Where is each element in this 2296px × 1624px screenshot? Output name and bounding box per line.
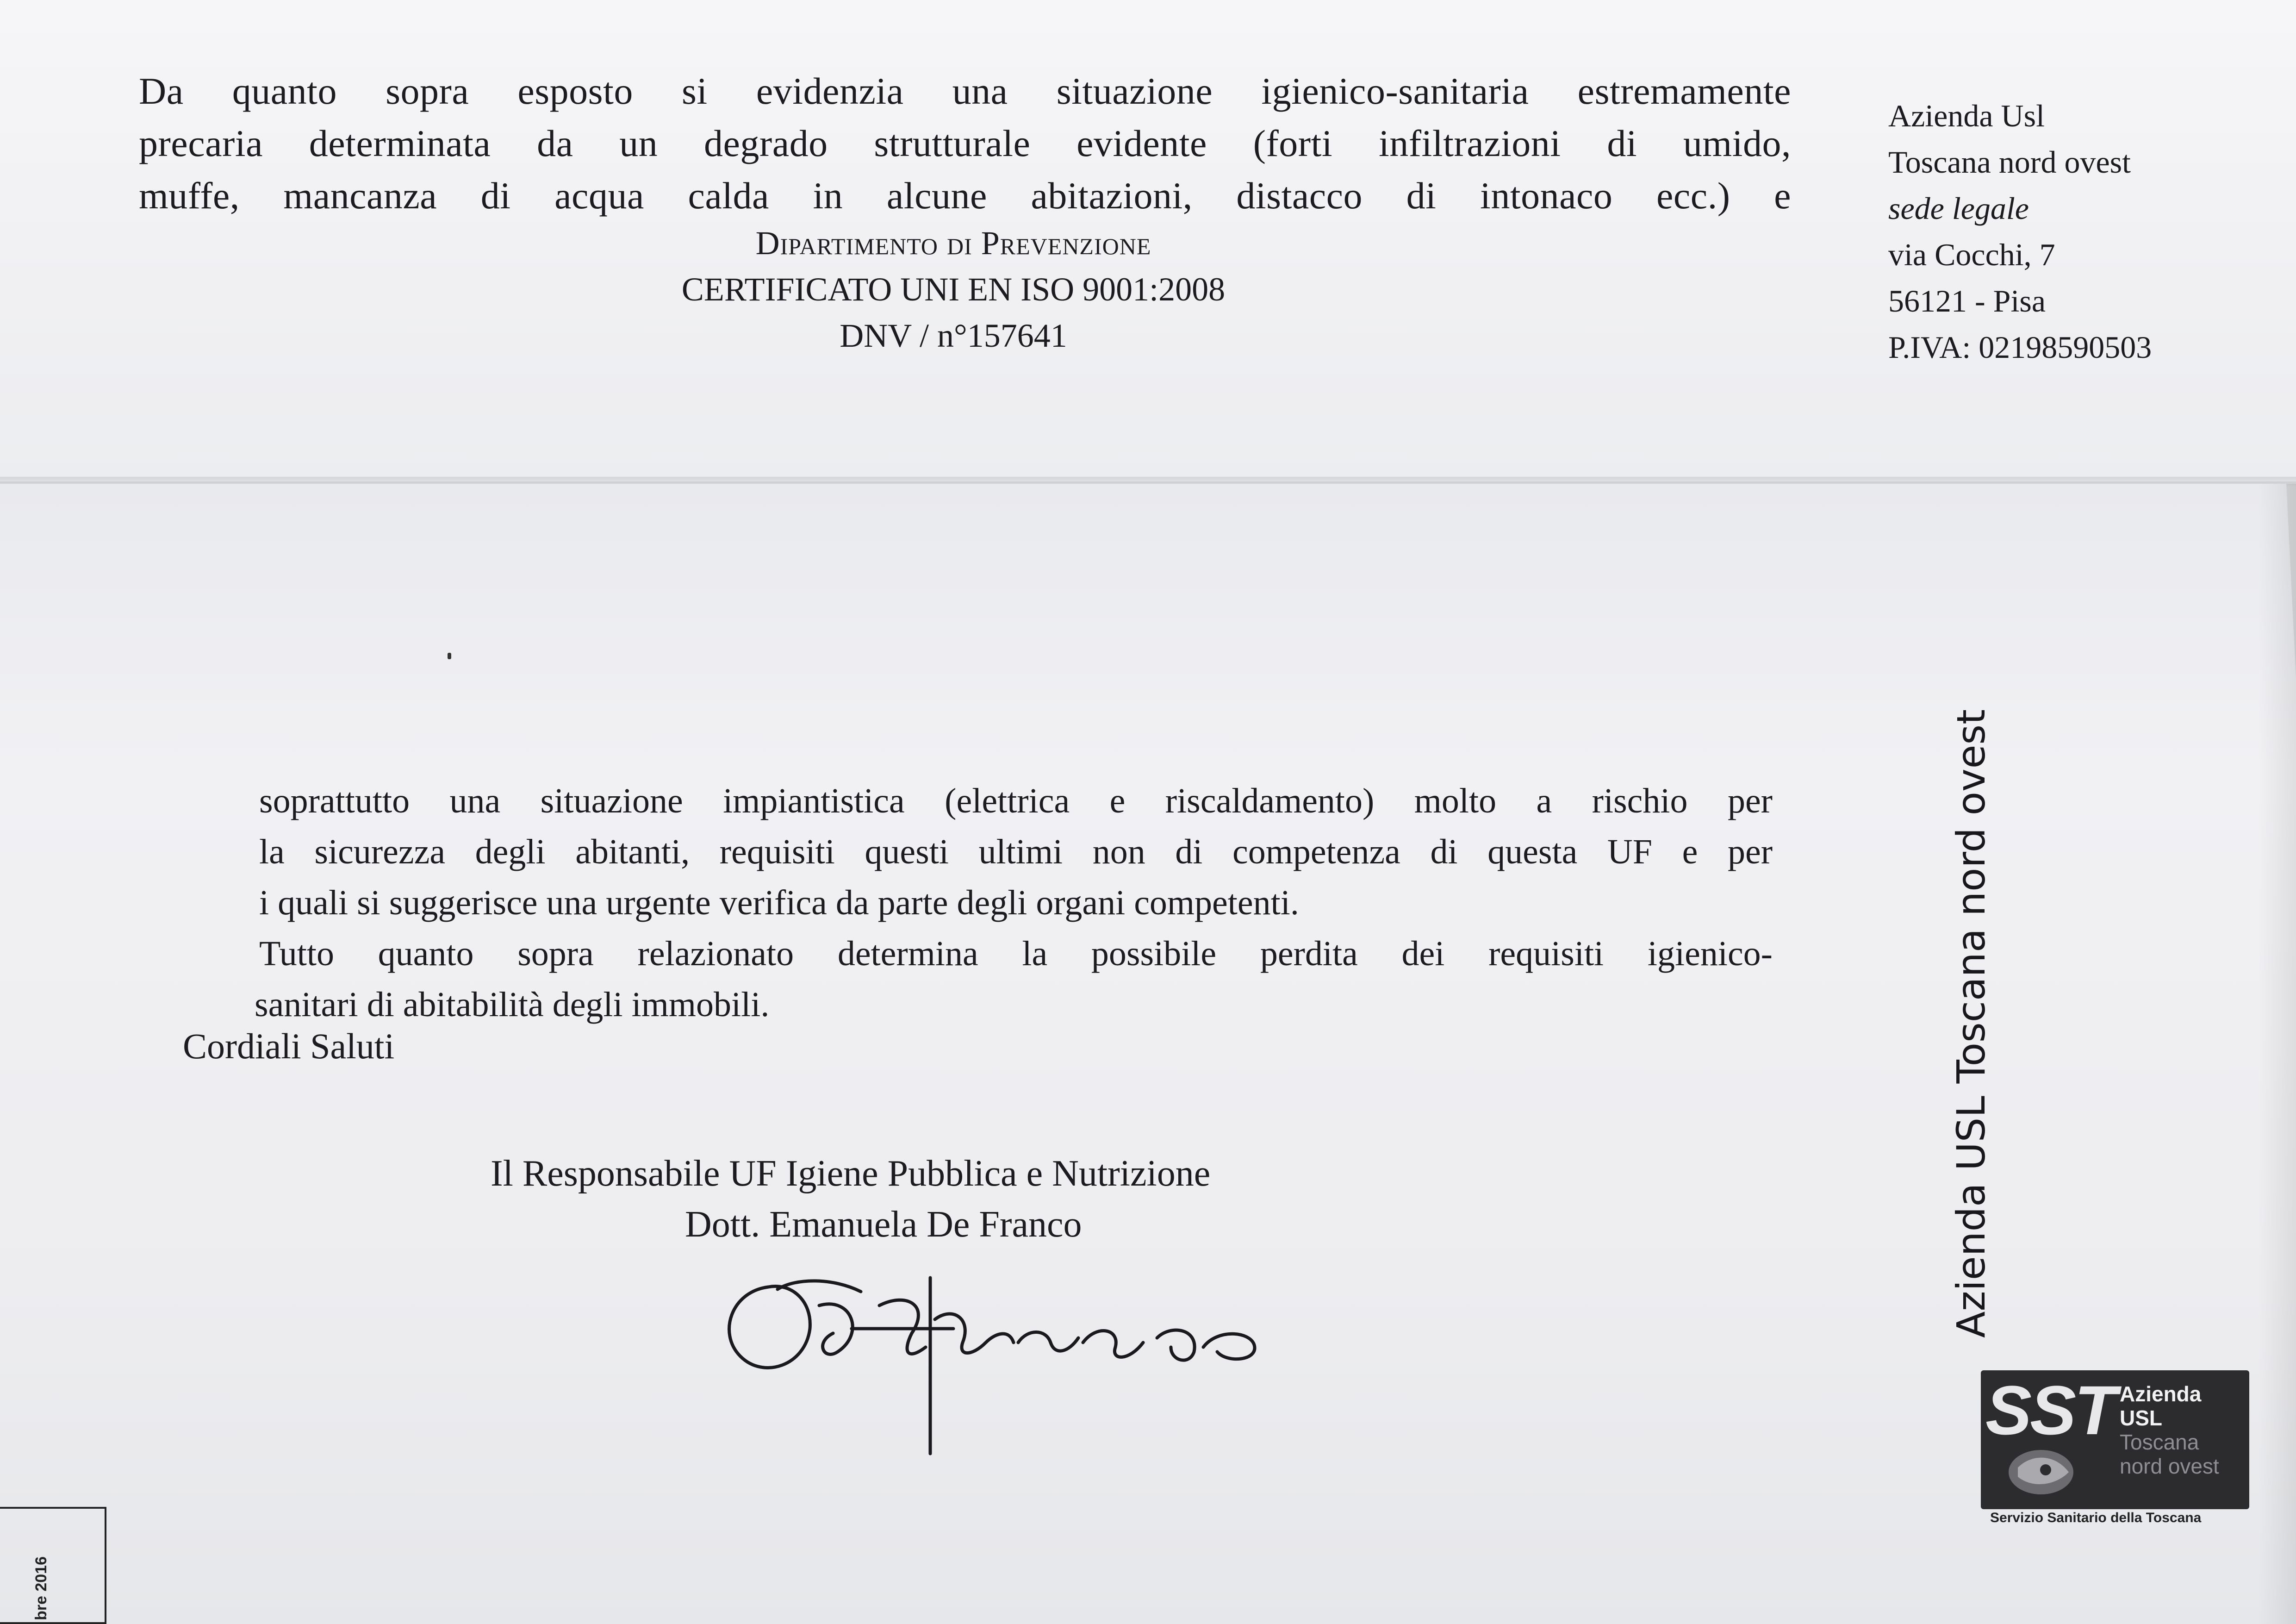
azienda-name-line1: Azienda Usl xyxy=(1888,98,2045,133)
body-line: i quali si suggerisce una urgente verifica da parte degli organi competenti. xyxy=(259,883,1299,922)
paper-speck xyxy=(448,653,451,659)
corner-stamp-text: bre 2016 xyxy=(32,1556,50,1620)
azienda-address-block xyxy=(1888,93,2259,370)
body-line: soprattutto una situazione impiantistica (elettrica e riscaldamento) molto a rischio per xyxy=(259,781,1773,820)
logo-emblem-icon xyxy=(1999,1444,2083,1500)
body-line: muffe, mancanza di acqua calda in alcune abitazioni, distacco di intonaco ecc.) e xyxy=(139,175,1791,217)
department-footer xyxy=(639,220,1268,359)
closing-salutation: Cordiali Saluti xyxy=(183,1026,395,1066)
sede-legale-label: sede legale xyxy=(1888,191,2029,226)
logo-text-line: Azienda xyxy=(2120,1382,2202,1406)
signatory-title: Il Responsabile UF Igiene Pubblica e Nutrizione xyxy=(491,1153,1211,1194)
handwritten-signature xyxy=(713,1250,1324,1472)
azienda-logo xyxy=(1981,1370,2249,1509)
signatory-name: Dott. Emanuela De Franco xyxy=(685,1204,1082,1245)
body-line: sanitari di abitabilità degli immobili. xyxy=(255,985,770,1024)
azienda-city: 56121 - Pisa xyxy=(1888,283,2046,319)
logo-text-line: nord ovest xyxy=(2120,1454,2219,1478)
department-name: Dipartimento di Prevenzione xyxy=(755,225,1151,262)
top-body-paragraph xyxy=(139,65,1791,222)
paper-edge-shadow xyxy=(2259,484,2296,1624)
body-line: Da quanto sopra esposto si evidenzia una situazione igienico-sanitaria estremamente xyxy=(139,70,1791,112)
body-line: la sicurezza degli abitanti, requisiti questi ultimi non di competenza di questa UF e per xyxy=(259,832,1773,871)
certification-line: CERTIFICATO UNI EN ISO 9001:2008 xyxy=(681,271,1226,308)
logo-text xyxy=(2120,1382,2219,1478)
signatory-block xyxy=(491,1148,1393,1250)
dnv-number: DNV / n°157641 xyxy=(840,317,1067,354)
logo-caption: Servizio Sanitario della Toscana xyxy=(1990,1510,2202,1525)
corner-stamp-frame xyxy=(0,1507,106,1624)
body-line: Tutto quanto sopra relazionato determina la possibile perdita dei requisiti igienico- xyxy=(259,934,1773,973)
vertical-organization-header: Azienda USL Toscana nord ovest xyxy=(1948,709,1994,1338)
logo-text-line: Toscana xyxy=(2120,1430,2199,1454)
bottom-body-paragraph xyxy=(255,775,1773,1030)
body-line: precaria determinata da un degrado strutturale evidente (forti infiltrazioni di umido, xyxy=(139,122,1791,164)
azienda-piva: P.IVA: 02198590503 xyxy=(1888,330,2152,365)
logo-text-line: USL xyxy=(2120,1406,2162,1430)
azienda-street: via Cocchi, 7 xyxy=(1888,237,2055,272)
azienda-name-line2: Toscana nord ovest xyxy=(1888,144,2131,180)
logo-sst-mark: SST xyxy=(1985,1371,2115,1449)
